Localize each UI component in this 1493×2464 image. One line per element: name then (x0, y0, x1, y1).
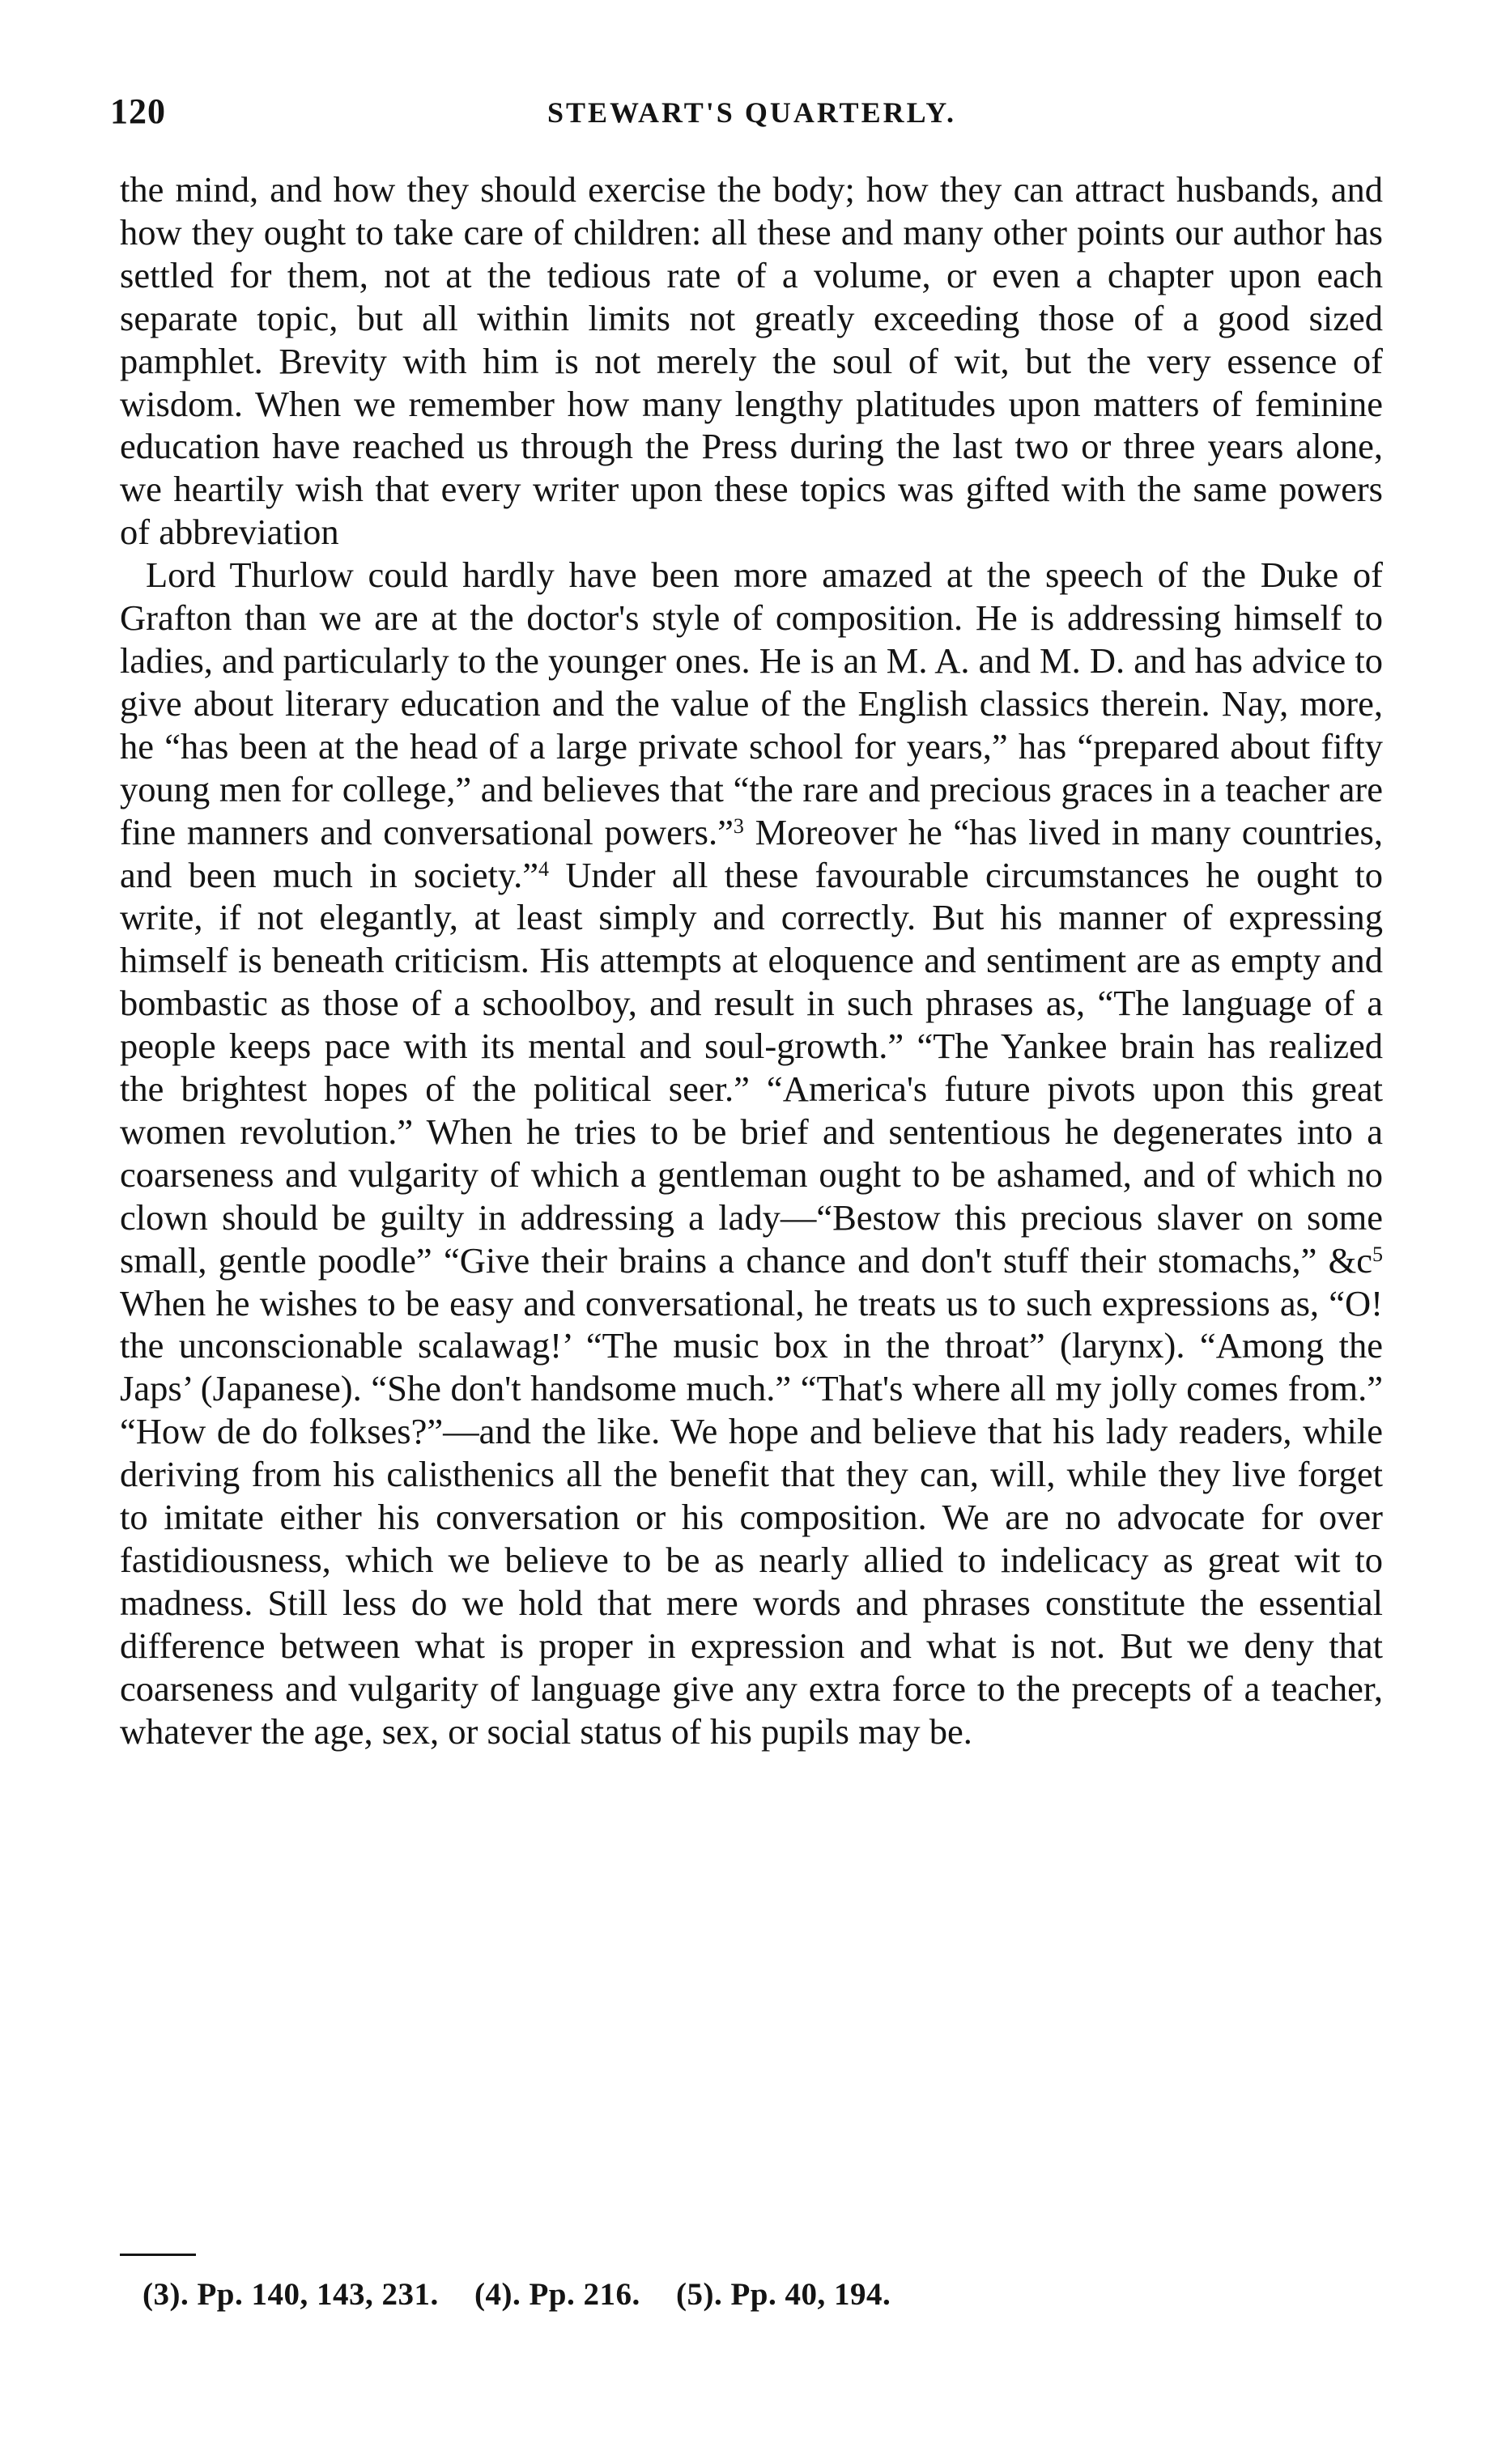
page-header (110, 91, 1389, 139)
paragraph-thurlow (120, 554, 1383, 1752)
footnote-divider (120, 2254, 196, 2256)
footnote-4: (4). Pp. 216. (474, 2277, 640, 2312)
paragraph-text: the mind, and how they should exercise the body; how they can attract husbands, and how they ought to take care of children: all these and many other points our author has settled for them, not at the tedious rate of a volume, or even a chapter upon each separate topic, but all within limits not greatly exceeding those of a good sized pamphlet. Brevity with him is not merely the soul of wit, but the very essence of wisdom. When we remember how many lengthy platitudes upon matters of feminine education have reached us through the Press during the last two or three years alone, we heartily wish that every writer upon these topics was gifted with the same powers of abbreviation (120, 169, 1383, 553)
footnote-marker-3: 3 (733, 814, 744, 838)
paragraph-text: Under all these favourable circumstances he ought to write, if not elegantly, at least simply and correctly. But his manner of expressing himself is beneath criticism. His attempts at eloquence and sentiment are as empty and bombastic as those of a schoolboy, and result in such phrases as, “The language of a people keeps pace with its mental and soul-growth.” “The Yankee brain has realized the brightest hopes of the political seer.” “America's future pivots upon this great women revolution.” When he tries to be brief and sententious he degenerates into a coarseness and vulgarity of which a gentleman ought to be ashamed, and of which no clown should be guilty in addressing a lady—“Bestow this precious slaver on some small, gentle poodle” “Give their brains a chance and don't stuff their stomachs,” &c (120, 854, 1384, 1281)
paragraph-continuation (120, 168, 1383, 554)
running-title: STEWART'S QUARTERLY. (547, 96, 956, 129)
paragraph-text: Moreover he “has lived in many countries, and been much in society.” (120, 811, 1383, 895)
page-number: 120 (110, 91, 166, 131)
footnote-marker-5: 5 (1372, 1242, 1383, 1266)
paragraph-text: When he wishes to be easy and conversational, he treats us to such expressions as, “O! the unconscionable scalawag!’ “The music box in the throat” (larynx). “Among the Japs’ (Japanese). “She don't handsome much.” “That's where all my jolly comes from.” “How de do folkses?”—and the like. We hope and believe that his lady readers, while deriving from his calisthenics all the benefit that they can, will, while they live forget to imitate either his conversation or his composition. We are no advocate for over fastidiousness, which we believe to be as nearly allied to indelicacy as great wit to madness. Still less do we hold that mere words and phrases constitute the essential difference between what is proper in expression and what is not. But we deny that coarseness and vulgarity of language give any extra force to the precepts of a teacher, whatever the age, sex, or social status of his pupils may be. (120, 1282, 1383, 1752)
footnotes (142, 2276, 1276, 2313)
footnote-marker-4: 4 (538, 856, 550, 881)
footnote-5: (5). Pp. 40, 194. (676, 2277, 891, 2312)
footnote-3: (3). Pp. 140, 143, 231. (142, 2277, 439, 2312)
paragraph-text: Lord Thurlow could hardly have been more amazed at the speech of the Duke of Grafton than we are at the doctor's style of composition. He is addressing himself to ladies, and particularly to the younger ones. He is an M. A. and M. D. and has advice to give about literary education and the value of the English classics therein. Nay, more, he “has been at the head of a large private school for years,” has “prepared about fifty young men for college,” and believes that “the rare and precious graces in a teacher are fine manners and conversational powers.” (120, 554, 1383, 852)
body-text (120, 168, 1383, 1753)
